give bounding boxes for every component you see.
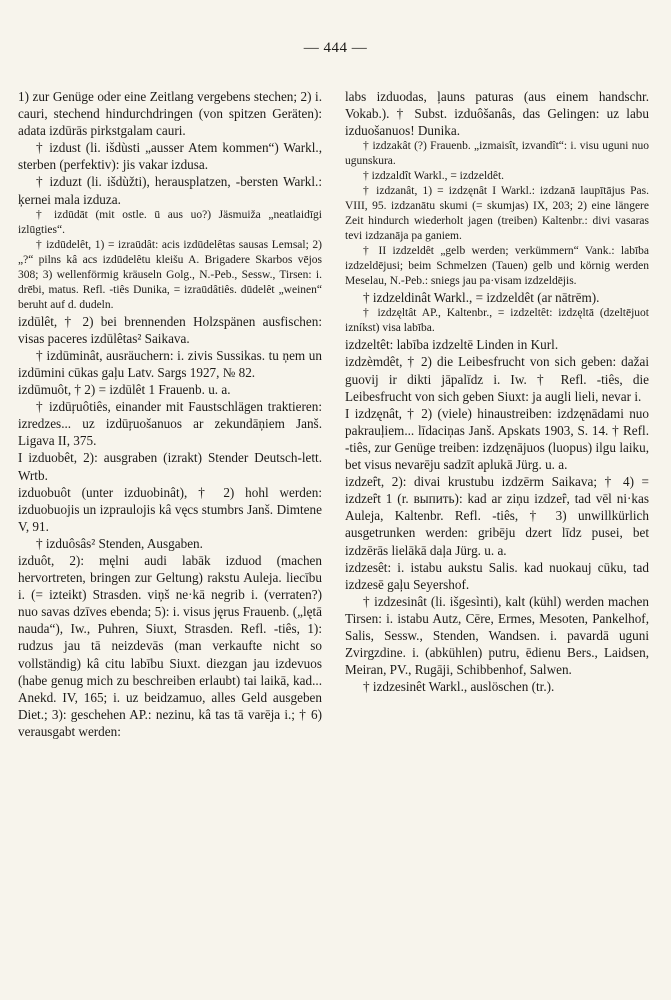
dictionary-entry: izdzeltêt: labība izdzeltē Linden in Kurl.	[345, 337, 559, 353]
dictionary-entry: izdūlêt, † 2) bei brennenden Holzspänen ausfischen: visas paceres izdūlêtas² Saikava.	[18, 313, 322, 346]
dictionary-entry: † izdūŗuôtiês, einander mit Faustschlägen traktieren: izredzes... uz izdūŗuošanuos ar zekundāņiem Janš. Ligava II, 375.	[18, 399, 322, 449]
dictionary-entry: † izdzesinêt Warkl., auslöschen (tr.).	[363, 679, 555, 695]
dictionary-entry: labs izduodas, ļauns paturas (aus einem handschr. Vokab.). † Subst. izduôšanâs, das Gelingen: uz labu izduošanuos! Dunika.	[345, 89, 649, 139]
page-number: — 444 —	[303, 40, 368, 56]
dictionary-entry: † izdūdāt (mit ostle. ū aus uo?) Jäsmuiža „neatlaidīgi izlūgties“.	[18, 208, 322, 236]
dictionary-entry: † izdzesinât (li. išgesìnti), kalt (kühl) werden machen Tirsen: i. istabu Autz, Cēre, Ermes, Mesoten, Pankelhof, Salis, Sessw., Stenden, Wandsen. i. pavardā uguni Zvirgzdine. i. (abkühlen) putru, ēdienu Bers., Laidsen, Meiran, PV., Rugāji, Schibbenhof, Salwen.	[345, 593, 649, 678]
dictionary-entry: I izduobêt, 2): ausgraben (izrakt) Stender Deutsch-lett. Wrtb.	[18, 450, 322, 483]
dictionary-entry: † izdzanât, 1) = izdzęnât I Warkl.: izdzanā laupītājus Pas. VIII, 95. izdzanātu skumi (= skumjas) IX, 203; 2) eine längere Zeit hindurch wiederholt jagen (treiben) Kaltenbr.: divi vasaras tevi izdzanāja pa ganiem.	[345, 185, 649, 243]
right-column	[345, 88, 649, 988]
dictionary-entry: izdzesêt: i. istabu aukstu Salis. kad nuokauj cūku, tad izdzesē gaļu Seyershof.	[345, 559, 649, 592]
dictionary-entry: † izdūminât, ausräuchern: i. zivis Sussikas. tu ņem un izdūmini cūkas gaļu Latv. Sargs 1927, № 82.	[18, 347, 322, 380]
dictionary-entry: izdzèmdêt, † 2) die Leibesfrucht von sich geben: dažai guovij ir dikti jāpalīdz i. Iw. † Refl. -tiês, die Leibesfrucht von sich geben Siuxt: ja augli lieli, nevar i.	[345, 354, 649, 404]
dictionary-entry: † izduôsâs² Stenden, Ausgaben.	[36, 535, 203, 551]
dictionary-entry: 1) zur Genüge oder eine Zeitlang vergebens stechen; 2) i. cauri, stechend hindurchdringen (von spitzen Geräten): adata izdūrās pirkstgalam cauri.	[18, 89, 322, 139]
left-column	[18, 88, 322, 988]
dictionary-entry: izdūmuôt, † 2) = izdūlêt 1 Frauenb. u. a.	[18, 382, 231, 398]
dictionary-entry: izduôt, 2): męlni audi labāk izduod (machen hervortreten, bringen zur Geltung) rakstu Auleja. liecību i. (= izteikt) Strasden. viņš ne·kā negrib i. (verraten?) nuo savas dzīves ebenda; 5): i. visus jęrus Frauenb. („lętā nauda“), Iw., Puhren, Siuxt, Strasden. Refl. -tiês, 1): rudzus jau tā neizdevās (man verkaufte nicht so vollständig) kâ citu labību Siuxt. diezgan jau izdevuos (habe genug mich zu beschreiben erlaubt) tai laikā, kad... Anekd. IV, 165; i. uz beidzamuo, alles Geld ausgeben Diet.; 3): geschehen AP.: nezinu, kâ tas tā varēja i.; † 6) verausgabt werden:	[18, 552, 322, 739]
dictionary-entry: I izdzęnât, † 2) (viele) hinaustreiben: izdzęnādami nuo pakrauļiem... līdaciņas Janš. Apskats 1903, S. 14. † Refl. -tiês, zur Genüge treiben: izdzęnājuos (luopus) ilgu laiku, bet visus nevarēju sadzīt aplukā Jürg. u. a.	[345, 405, 649, 473]
dictionary-entry: † izdzęltât AP., Kaltenbr., = izdzeltêt: izdzęltā (dzeltējuot izníkst) visa labība.	[345, 307, 649, 335]
dictionary-entry: † II izdzeldêt „gelb werden; verkümmern“ Vank.: labība izdzeldējusi; beim Schmelzen (Tauen) gelb und körnig werden Meselau, N.-Peb.: sniegs jau pa·visam izdzeldējis.	[345, 245, 649, 288]
dictionary-entry: † izduzt (li. išdùžti), herausplatzen, -bersten Warkl.: ķernei mala izduza.	[18, 174, 322, 207]
dictionary-entry: izdzeȓt, 2): divai krustubu izdzērm Saikava; † 4) = izdzeȓt 1 (r. выпить): kad ar ziņu izdzeȓ, tad vēl ni·kas Auleja, Kaltenbr. Refl. -tiês, † 3) unwillkürlich ausgetrunken werden: gribēju dzert līdz pusei, bet izdzērās lielākā daļa Jürg. u. a.	[345, 474, 649, 558]
dictionary-entry: † izdūdelêt, 1) = izraūdât: acis izdūdelêtas sausas Lemsal; 2) „?“ pilns kâ acs izdūdelêtu kleišu A. Brigadere Skarbos vējos 308; 3) wellenförmig kräuseln Golg., N.-Peb., Sessw., Tirsen: i. drēbi, matus. Refl. -tiês Dunika, = izraūdâtiês. dūdelêt „weinen“ beruht auf d. dudeln.	[18, 238, 322, 311]
dictionary-entry: † izdzeldinât Warkl., = izdzeldêt (ar nātrēm).	[363, 290, 600, 306]
dictionary-entry: † izdust (li. išdùsti „ausser Atem kommen“) Warkl., sterben (perfektiv): jis vakar izdusa.	[18, 140, 322, 173]
dictionary-entry: † izdzaldît Warkl., = izdzeldêt.	[363, 170, 505, 183]
dictionary-entry: izduobuôt (unter izduobinât), † 2) hohl werden: izduobuojis un izpraulojis kâ vęcs stumbrs Janš. Dimtene V, 91.	[18, 484, 322, 534]
dictionary-entry: † izdzakât (?) Frauenb. „izmaisît, izvandît“: i. visu uguni nuo ugunskura.	[345, 140, 649, 168]
